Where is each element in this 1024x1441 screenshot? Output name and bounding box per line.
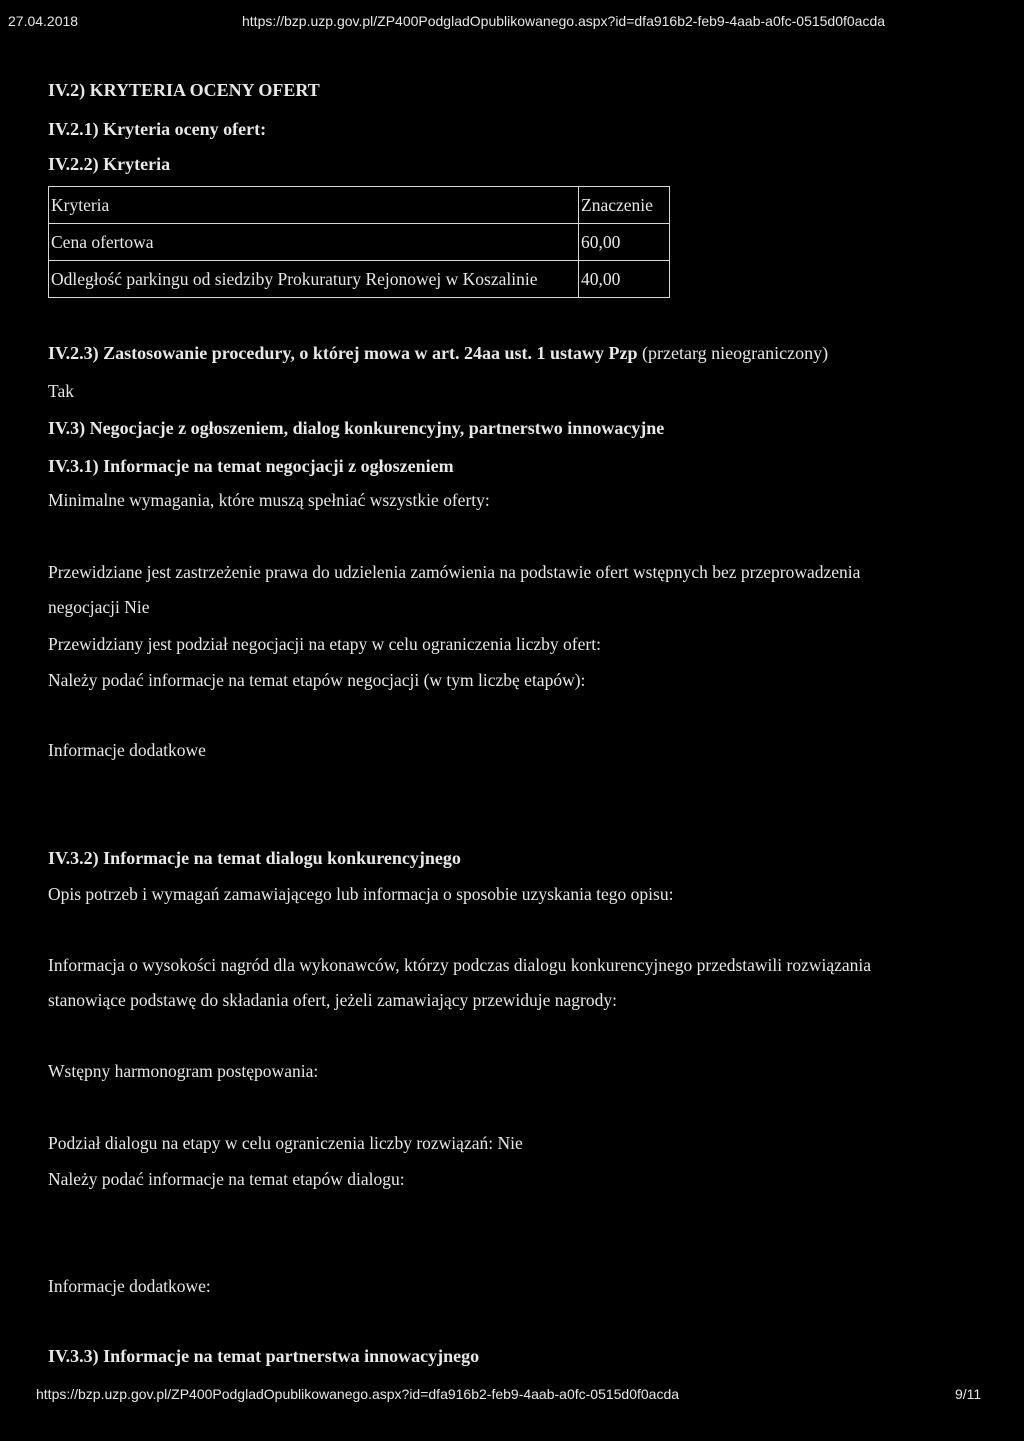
subsection-iv2-3-value: Tak <box>48 381 74 401</box>
division-info-text: Należy podać informacje na temat etapów dialogu: <box>48 1169 405 1189</box>
additional-info-2: Informacje dodatkowe: <box>48 1276 211 1296</box>
criteria-table <box>48 186 670 298</box>
section-title-iv2: IV.2) KRYTERIA OCENY OFERT <box>48 80 320 100</box>
subsection-iv2-3-bold: IV.2.3) Zastosowanie procedury, o której mowa w art. 24aa ust. 1 ustawy Pzp <box>48 343 638 363</box>
subsection-iv3-2: IV.3.2) Informacje na temat dialogu konkurencyjnego <box>48 848 461 868</box>
subsection-iv2-3 <box>48 343 828 364</box>
needs-text: Opis potrzeb i wymagań zamawiającego lub informacja o sposobie uzyskania tego opisu: <box>48 884 674 904</box>
min-requirements: Minimalne wymagania, które muszą spełniać wszystkie oferty: <box>48 490 490 510</box>
subsection-iv3-3: IV.3.3) Informacje na temat partnerstwa innowacyjnego <box>48 1346 480 1366</box>
section-title-iv3: IV.3) Negocjacje z ogłoszeniem, dialog konkurencyjny, partnerstwo innowacyjne <box>48 418 665 438</box>
subsection-iv2-2: IV.2.2) Kryteria <box>48 154 171 174</box>
page-number: 9/11 <box>955 1386 982 1402</box>
table-cell: Odległość parkingu od siedziby Prokuratury Rejonowej w Koszalinie <box>49 261 579 298</box>
subsection-iv3-1: IV.3.1) Informacje na temat negocjacji z ogłoszeniem <box>48 456 454 476</box>
prizes-line-2: stanowiące podstawę do składania ofert, jeżeli zamawiający przewiduje nagrody: <box>48 990 617 1010</box>
table-header-cell: Kryteria <box>49 187 579 224</box>
stages-info-text: Należy podać informacje na temat etapów negocjacji (w tym liczbę etapów): <box>48 670 586 690</box>
print-date: 27.04.2018 <box>8 13 79 29</box>
reserve-line-2: negocjacji Nie <box>48 597 150 617</box>
prizes-line-1: Informacja o wysokości nagród dla wykonawców, którzy podczas dialogu konkurencyjnego przedstawili rozwiązania <box>48 955 872 975</box>
stages-text: Przewidziany jest podział negocjacji na etapy w celu ograniczenia liczby ofert: <box>48 634 601 654</box>
subsection-iv2-3-note: (przetarg nieograniczony) <box>637 343 829 363</box>
schedule-text: Wstępny harmonogram postępowania: <box>48 1061 319 1081</box>
table-header-cell: Znaczenie <box>579 187 670 224</box>
additional-info-1: Informacje dodatkowe <box>48 740 206 760</box>
table-header-row <box>49 187 670 224</box>
table-cell: 60,00 <box>579 224 670 261</box>
table-row <box>49 224 670 261</box>
reserve-line-1: Przewidziane jest zastrzeżenie prawa do udzielenia zamówienia na podstawie ofert wstępnych bez przeprowadzenia <box>48 562 861 582</box>
table-row <box>49 261 670 298</box>
division-text: Podział dialogu na etapy w celu ograniczenia liczby rozwiązań: Nie <box>48 1133 523 1153</box>
table-cell: Cena ofertowa <box>49 224 579 261</box>
table-cell: 40,00 <box>579 261 670 298</box>
print-url-footer: https://bzp.uzp.gov.pl/ZP400PodgladOpublikowanego.aspx?id=dfa916b2-feb9-4aab-a0fc-0515d0f0acda <box>36 1386 680 1402</box>
print-url-header: https://bzp.uzp.gov.pl/ZP400PodgladOpublikowanego.aspx?id=dfa916b2-feb9-4aab-a0fc-0515d0f0acda <box>242 13 886 29</box>
subsection-iv2-1: IV.2.1) Kryteria oceny ofert: <box>48 119 267 139</box>
